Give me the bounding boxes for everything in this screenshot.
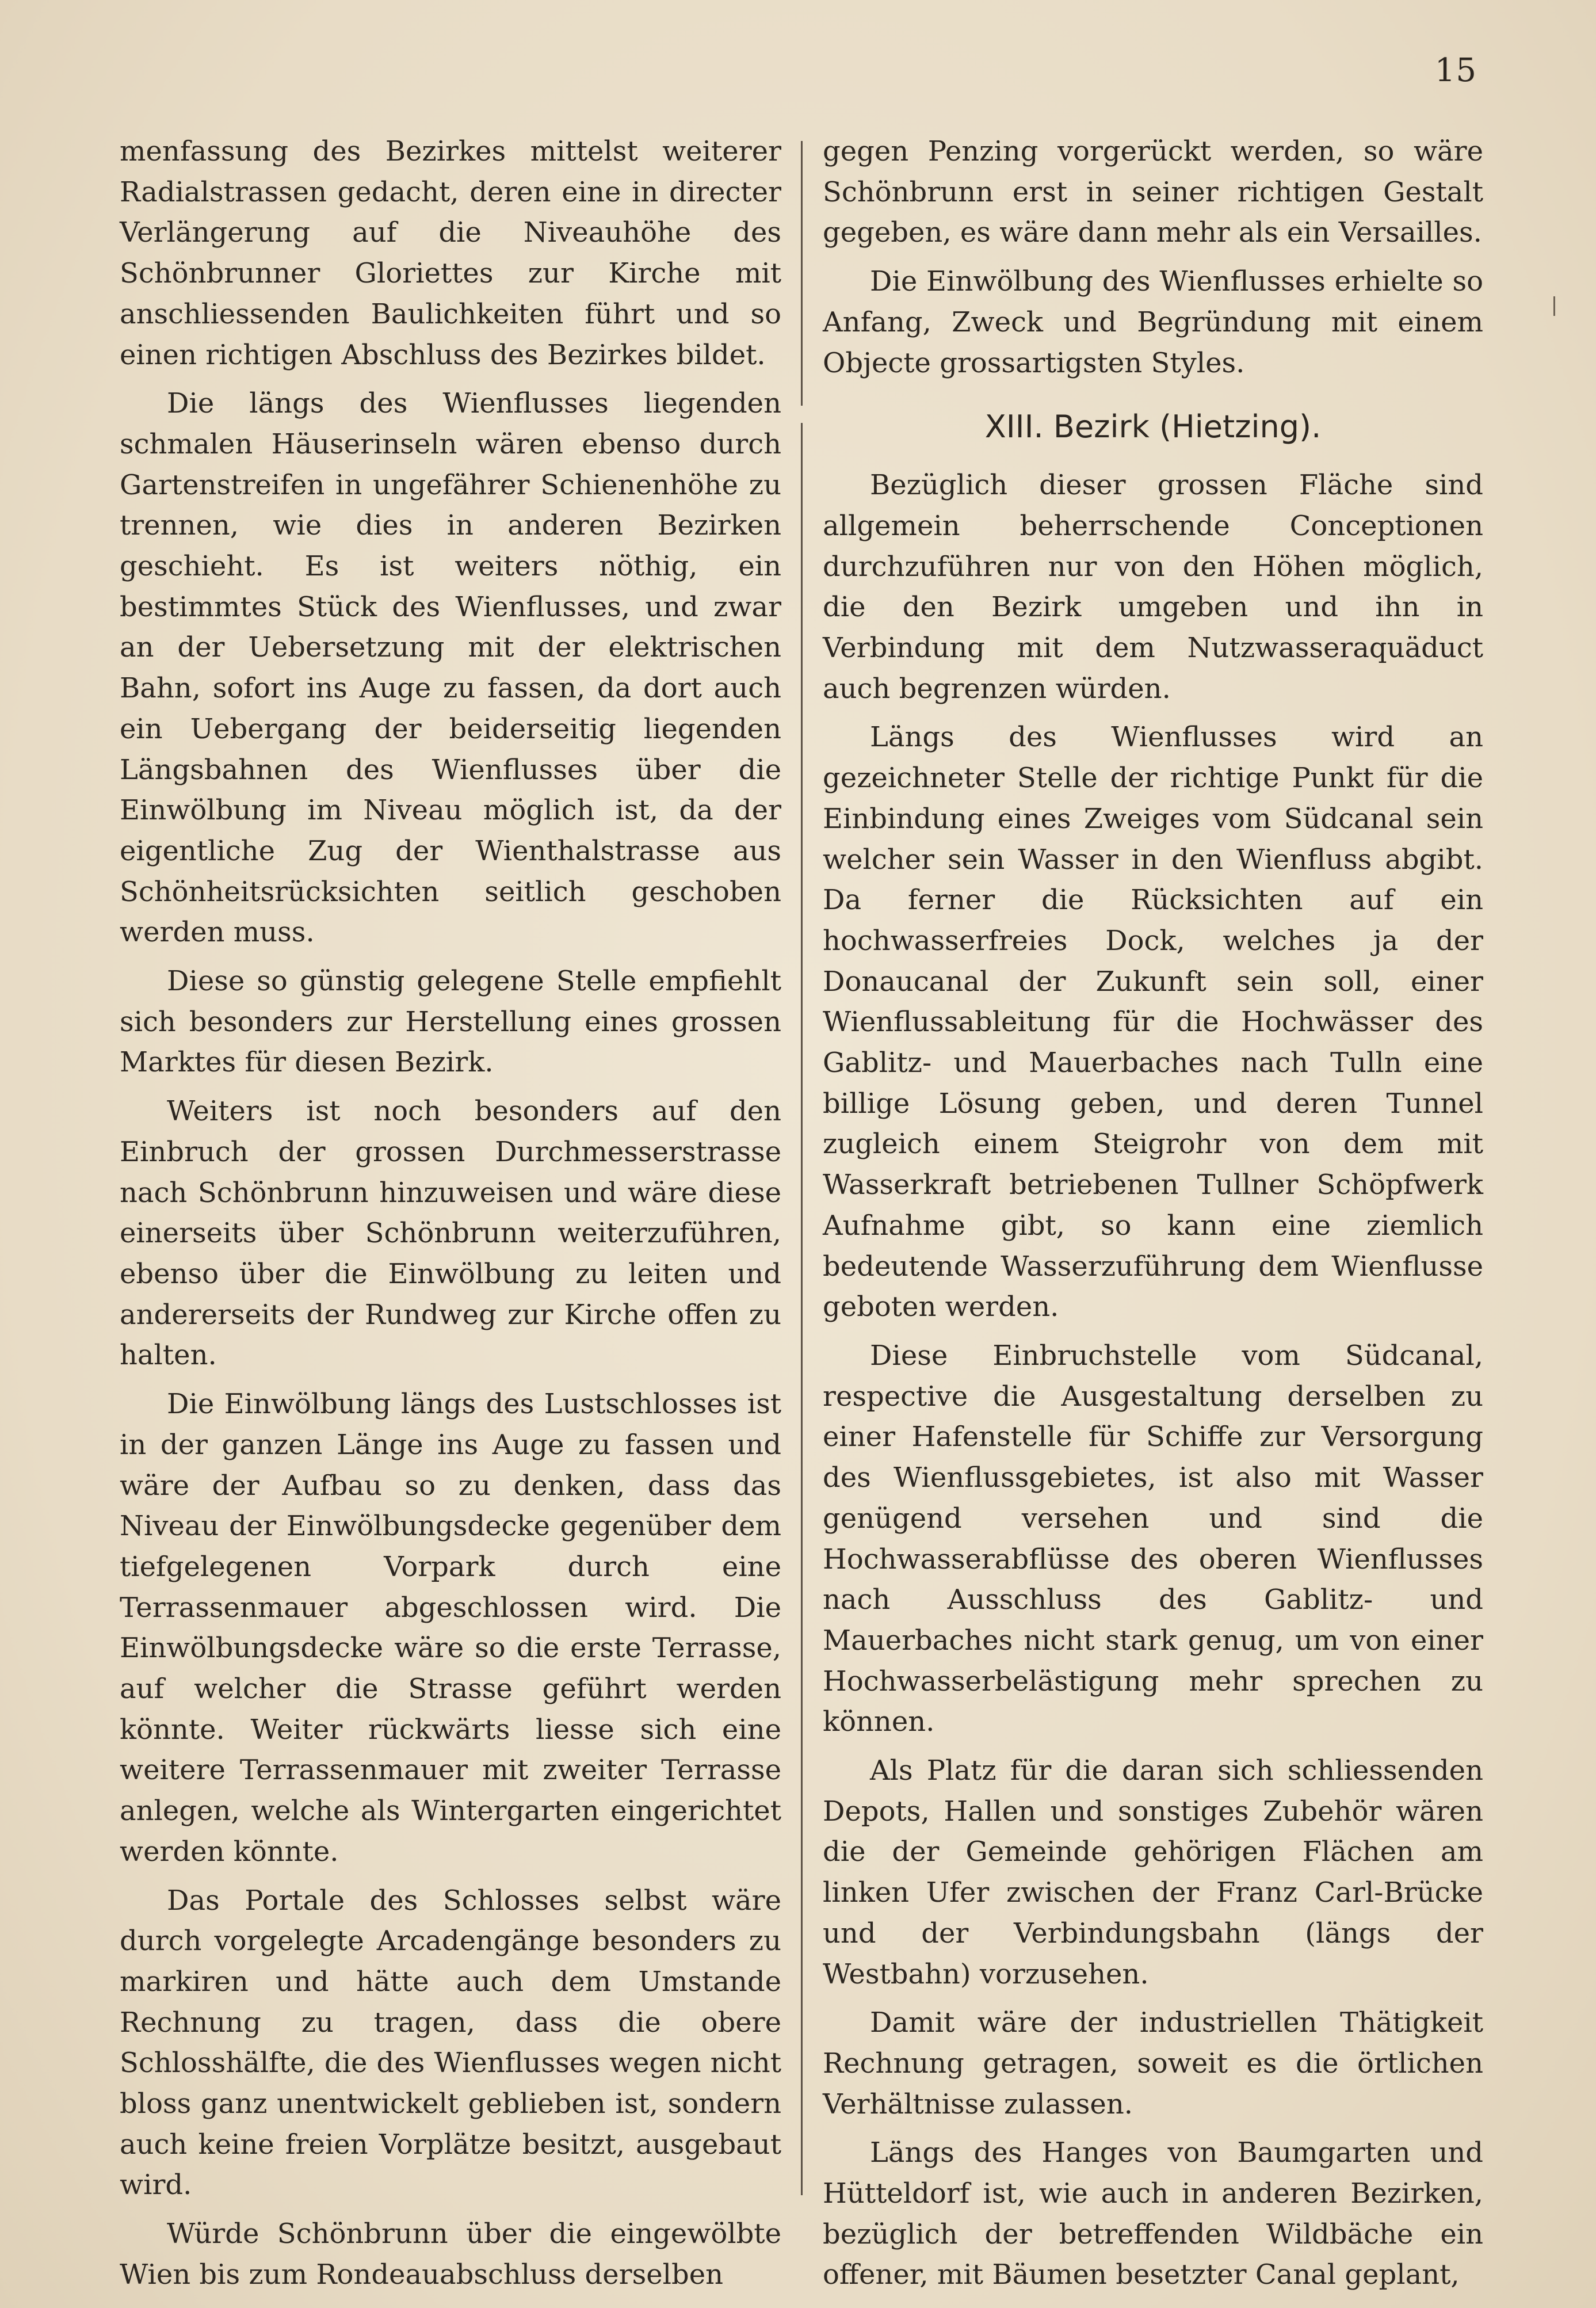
paragraph: Weiters ist noch besonders auf den Einbruch der grossen Durchmesserstrasse nach Schönbrunn hinzuweisen und wäre diese einerseits über Schönbrunn weiterzuführen, ebenso über die Einwölbung zu leiten und andererseits der Rundweg zur Kirche offen zu halten. — [120, 1095, 781, 1372]
paragraph: gegen Penzing vorgerückt werden, so wäre Schönbrunn erst in seiner richtigen Gestalt gegeben, es wäre dann mehr als ein Versailles. — [823, 135, 1483, 249]
paragraph: Bezüglich dieser grossen Fläche sind allgemein beherrschende Conceptionen durchzuführen nur von den Höhen möglich, die den Bezirk umgeben und ihn in Verbindung mit dem Nutzwasseraquäduct auch begrenzen würden. — [823, 469, 1483, 705]
section-heading: XIII. Bezirk (Hietzing). — [984, 409, 1322, 445]
paragraph: Längs des Wienflusses wird an gezeichneter Stelle der richtige Punkt für die Einbindung eines Zweiges vom Südcanal sein welcher sein Wasser in den Wienfluss abgibt. Da ferner die Rücksichten auf ein hochwasserfreies Dock, welches ja der Donaucanal der Zukunft sein soll, einer Wienflussableitung für die Hochwässer des Gablitz- und Mauerbaches nach Tulln eine billige Lösung geben, und deren Tunnel zugleich einem Steigrohr von dem mit Wasserkraft betriebenen Tullner Schöpfwerk Aufnahme gibt, so kann eine ziemlich bedeutende Wasserzuführung dem Wienflusse geboten werden. — [823, 721, 1483, 1323]
paragraph: Diese Einbruchstelle vom Südcanal, respective die Ausgestaltung derselben zu einer Hafenstelle für Schiffe zur Versorgung des Wienflussgebietes, ist also mit Wasser genügend versehen und sind die Hochwasserabflüsse des oberen Wienflusses nach Ausschluss des Gablitz- und Mauerbaches nicht stark genug, um von einer Hochwasserbelästigung mehr sprechen zu können. — [823, 1339, 1483, 1738]
page-number: 15 — [1434, 52, 1477, 89]
left-column — [120, 131, 781, 2303]
paragraph: Die Einwölbung des Wienflusses erhielte so Anfang, Zweck und Begründung mit einem Objecte grossartigsten Styles. — [823, 265, 1483, 379]
paragraph: Die Einwölbung längs des Lustschlosses ist in der ganzen Länge ins Auge zu fassen und wäre der Aufbau so zu denken, dass das Niveau der Einwölbungsdecke gegenüber dem tiefgelegenen Vorpark durch eine Terrassenmauer abgeschlossen wird. Die Einwölbungsdecke wäre so die erste Terrasse, auf welcher die Strasse geführt werden könnte. Weiter rückwärts liesse sich eine weitere Terrassenmauer mit zweiter Terrasse anlegen, welche als Wintergarten eingerichtet werden könnte. — [120, 1388, 781, 1868]
right-column-intro — [823, 131, 1483, 383]
right-column — [823, 131, 1483, 2303]
paragraph: Als Platz für die daran sich schliessenden Depots, Hallen und sonstiges Zubehör wären die der Gemeinde gehörigen Flächen am linken Ufer zwischen der Franz Carl-Brücke und der Verbindungsbahn (längs der Westbahn) vorzusehen. — [823, 1754, 1483, 1990]
paragraph: Längs des Hanges von Baumgarten und Hütteldorf ist, wie auch in anderen Bezirken, bezüglich der betreffenden Wildbäche ein offener, mit Bäumen besetzter Canal geplant, — [823, 2137, 1483, 2291]
paragraph: Das Portale des Schlosses selbst wäre durch vorgelegte Arcadengänge besonders zu markiren und hätte auch dem Umstande Rechnung zu tragen, dass die obere Schlosshälfte, die des Wienflusses wegen nicht bloss ganz unentwickelt geblieben ist, sondern auch keine freien Vorplätze besitzt, ausgebaut wird. — [120, 1884, 781, 2202]
margin-mark — [1553, 296, 1555, 316]
paragraph: Diese so günstig gelegene Stelle empfiehlt sich besonders zur Herstellung eines grossen Marktes für diesen Bezirk. — [120, 965, 781, 1079]
paragraph: menfassung des Bezirkes mittelst weiterer Radialstrassen gedacht, deren eine in directer Verlängerung auf die Niveauhöhe des Schönbrunner Gloriettes zur Kirche mit anschliessenden Baulichkeiten führt und so einen richtigen Abschluss des Bezirkes bildet. — [120, 135, 781, 371]
column-divider — [801, 423, 803, 2195]
paragraph: Würde Schönbrunn über die eingewölbte Wien bis zum Rondeauabschluss derselben — [120, 2218, 781, 2291]
right-column-body — [823, 465, 1483, 2295]
column-divider-top — [801, 141, 803, 406]
paragraph: Damit wäre der industriellen Thätigkeit Rechnung getragen, soweit es die örtlichen Verhältnisse zulassen. — [823, 2006, 1483, 2120]
paragraph: Die längs des Wienflusses liegenden schmalen Häuserinseln wären ebenso durch Gartenstreifen in ungefährer Schienenhöhe zu trennen, wie dies in anderen Bezirken geschieht. Es ist weiters nöthig, ein bestimmtes Stück des Wienflusses, und zwar an der Uebersetzung mit der elektrischen Bahn, sofort ins Auge zu fassen, da dort auch ein Uebergang der beiderseitig liegenden Längsbahnen des Wienflusses über die Einwölbung im Niveau möglich ist, da der eigentliche Zug der Wienthalstrasse aus Schönheitsrücksichten seitlich geschoben werden muss. — [120, 387, 781, 949]
